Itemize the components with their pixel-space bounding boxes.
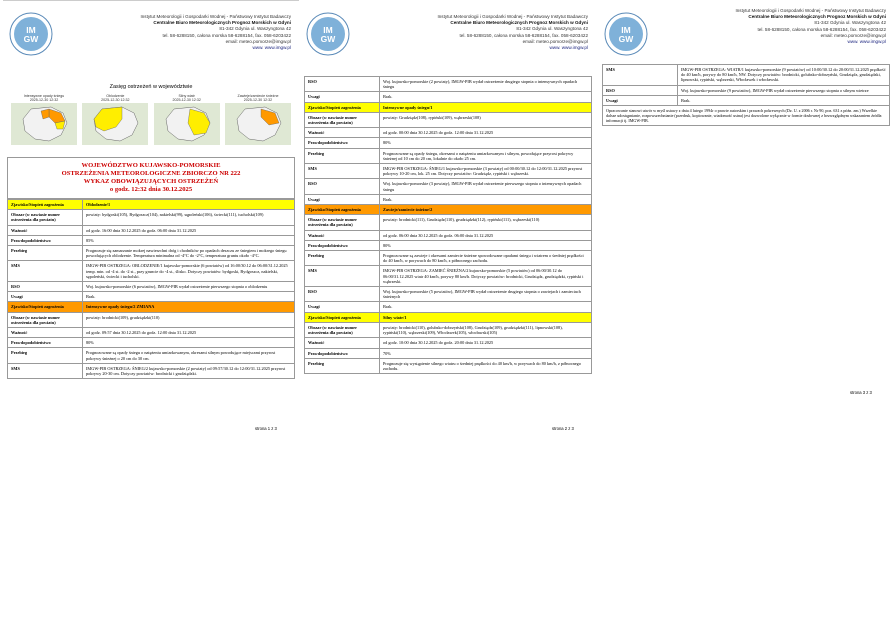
map-icing [82, 94, 148, 145]
imgw-logo-icon [9, 12, 53, 56]
area-row: Obszar (w nawiasie numer ostrzeżenia dla powiatu) powiaty: brodnicki(111), Grudziądz(110), grudziądzki(112), rypiński(111), wąbrzeski(110) [305, 215, 592, 230]
website-link[interactable]: www. www.imgw.pl [549, 45, 588, 51]
phones: tel. 58-6288150, całona morska 58-6288154, fax. 058-6203422 [162, 32, 291, 38]
header-text [140, 14, 291, 51]
map-date: 2025-12-30 12:32 [172, 98, 201, 103]
title-line: o godz. 12:32 dnia 30.12.2025 [109, 186, 193, 193]
rso-row: RSO Woj. kujawsko-pomorskie (5 powiatów), IMGW-PIB wydał ostrzeżenie drugiego stopnia o zawiejach i zamieciach śnieżnych [305, 287, 592, 302]
map-date: 2025-12-30 12:32 [101, 98, 130, 103]
rso-row: RSO Woj. kujawsko-pomorskie (3 powiaty), IMGW-PIB wydał ostrzeżenie pierwszego stopnia o intensywnych opadach śniegu [305, 179, 592, 194]
address: 81-342 Gdynia ul. Waszyngtona 42 [814, 20, 886, 26]
valid-row: Ważność od godz. 06:00 dnia 30.12.2025 do godz. 06:00 dnia 31.12.2025 [305, 230, 592, 240]
title-line: WYKAZ OBOWIĄZUJĄCYCH OSTRZEŻEŃ [83, 178, 219, 185]
page-2 [300, 4, 596, 431]
institute-name: Instytut Meteorologii i Gospodarki Wodnej - Państwowy Instytut Badawczy [437, 14, 588, 19]
website-link[interactable]: www. www.imgw.pl [252, 45, 291, 51]
map-snow [11, 94, 77, 145]
page-header [598, 4, 890, 60]
phones: tel. 58-6288150, całona morska 58-6288154, fax. 058-6203422 [459, 32, 588, 38]
phones: tel. 58-6288150, całona morska 58-6288154, fax. 058-6203422 [757, 26, 886, 32]
map-blizzard [225, 94, 291, 145]
valid-row: Ważność od godz. 09:57 dnia 30.12.2025 do godz. 12:00 dnia 31.12.2025 [8, 328, 295, 338]
email: email: meteo.pomorze@imgw.pl [522, 38, 588, 44]
map-label: Zawieje/zamiecie śnieżne [237, 94, 279, 98]
imgw-logo-icon [604, 12, 648, 56]
svg-text:IM: IM [26, 25, 36, 35]
maps-row [3, 94, 299, 145]
warnings-table [602, 64, 890, 126]
area-row: Obszar (w nawiasie numer ostrzeżenia dla powiatu) powiaty: brodnicki(109), grudziądzki(110) [8, 312, 295, 327]
event-row: Zjawisko/Stopień zagrożenia Intensywne opady śniegu/2 ZMIANA [8, 302, 295, 312]
website-link[interactable]: www. www.imgw.pl [847, 39, 886, 45]
institute-name: Instytut Meteorologii i Gospodarki Wodnej - Państwowy Instytut Badawczy [140, 14, 291, 19]
area-row: Obszar (w nawiasie numer ostrzeżenia dla powiatu) powiaty: Grudziądz(108), rypiński(109), wąbrzeski(108) [305, 112, 592, 127]
svg-text:GW: GW [618, 34, 634, 44]
notes-row: Uwagi Brak. [8, 292, 295, 302]
disclaimer: Opracowanie stanowi utwór w myśl ustawy z dnia 4 lutego 1994r o prawie autorskim i prawach pokrewnych (Dz. U. z 2006 r. Nr 90, poz. 631 z późn. zm.) Wszelkie dalsze udostępnianie, rozpowszechnianie (przedruk, kopiowanie, wiadomość ustna) jest dozwolone wyłącznie w formie dosłownej z bezwzględnym wskazaniem źródła informacji tj. IMGW-PIB. [603, 106, 890, 126]
area-row: Obszar (w nawiasie numer ostrzeżenia dla powiatu) powiaty: brodnicki(110), golubsko-dobrzyński(108), Grudziądz(109), grudziądzki(111), lipnowski(108), rypiński(110), wąbrzeski(109), Włocławek(105), włocławski(105) [305, 322, 592, 337]
page-header [300, 4, 596, 70]
map-date: 2025-12-30 12:32 [29, 98, 59, 103]
prob-row: Prawdopodobieństwo 70% [305, 348, 592, 358]
imgw-logo-icon [306, 12, 350, 56]
prob-row: Prawdopodobieństwo 85% [8, 235, 295, 245]
event-value: Silny wiatr/1 [380, 312, 592, 322]
event-row: Zjawisko/Stopień zagrożenia Intensywne opady śniegu/1 [305, 102, 592, 112]
svg-text:IM: IM [323, 25, 333, 35]
svg-text:IM: IM [621, 25, 631, 35]
disclaimer-row [603, 106, 890, 126]
map-wind [154, 94, 220, 145]
email: email: meteo.pomorze@imgw.pl [225, 38, 291, 44]
region-map-icon [11, 103, 77, 145]
course-row: Przebieg Prognozowane są zawieje i okresami zamiecie śnieżne spowodowane opadami śniegu i wiatrem o średniej prędkości do 40 km/h, w porywach do 80 km/h, z północnego zachodu. [305, 251, 592, 266]
event-value: Intensywne opady śniegu/1 [380, 102, 592, 112]
course-row: Przebieg Prognozowane są opady śniegu, okresami o natężeniu umiarkowanym i silnym, powodujące przyrost pokrywy śnieżnej od 10 cm do 20 cm, lokalnie do około 25 cm. [305, 148, 592, 163]
sms-row: SMS IMGW-PIB OSTRZEGA: ZAMIEĆ ŚNIEŻNA/2 kujawsko-pomorskie (5 powiatów) od 06:00/30.12 do 06:00/31.12.2025 wiatr 40 km/h, porywy 80 km/h. Dotyczy powiatów: brodnicki, Grudziądz, grudziądzki, rypiński i wąbrzeski. [305, 266, 592, 287]
course-row: Przebieg Prognozuje się wystąpienie silnego wiatru o średniej prędkości do 40 km/h, w porywach do 80 km/h, z północnego zachodu. [305, 358, 592, 373]
course-row: Przebieg Prognozuje się zamarzanie mokrej nawierzchni dróg i chodników po opadach deszczu ze śniegiem i mokrego śniegu powodujących oblodzenie. Temperatura minimalna od -4°C do -2°C, temperatura gruntu około -4°C. [8, 246, 295, 261]
address: 81-342 Gdynia ul. Waszyngtona 42 [219, 26, 291, 32]
valid-row: Ważność od godz. 16:00 dnia 30.12.2025 do godz. 06:00 dnia 31.12.2025 [8, 225, 295, 235]
event-row: Zjawisko/Stopień zagrożenia Silny wiatr/1 [305, 312, 592, 322]
prob-row: Prawdopodobieństwo 80% [305, 240, 592, 250]
notes-row: Uwagi Brak. [305, 302, 592, 312]
page-top-rule [3, 0, 299, 1]
address: 81-342 Gdynia ul. Waszyngtona 42 [516, 26, 588, 32]
page-number: strona 2 z 3 [552, 426, 574, 431]
page-number: strona 3 z 3 [850, 390, 872, 395]
center-name: Centralne Biuro Meteorologicznych Prognoz Morskich w Gdyni [153, 20, 291, 26]
page-number: strona 1 z 3 [255, 426, 277, 431]
map-label: Silny wiatr [178, 94, 195, 98]
sms-row: SMS IMGW-PIB OSTRZEGA: ŚNIEG/2 kujawsko-pomorskie (2 powiaty) od 09:57/30.12 do 12:00/31.12.2025 przyrost pokrywy 20-30 cm. Dotyczy powiatów: brodnicki i grudziądzki. [8, 363, 295, 378]
institute-name: Instytut Meteorologii i Gospodarki Wodnej - Państwowy Instytut Badawczy [735, 8, 886, 13]
region-map-icon [82, 103, 148, 145]
region-map-icon [225, 103, 291, 145]
warnings-table [7, 199, 295, 379]
valid-row: Ważność od godz. 00:00 dnia 30.12.2025 do godz. 12:00 dnia 31.12.2025 [305, 128, 592, 138]
notes-row: Uwagi Brak. [603, 95, 890, 105]
document-title [7, 157, 295, 199]
event-row: Zjawisko/Stopień zagrożenia Oblodzenie/1 [8, 200, 295, 210]
prob-row: Prawdopodobieństwo 80% [305, 138, 592, 148]
prob-row: Prawdopodobieństwo 80% [8, 338, 295, 348]
email: email: meteo.pomorze@imgw.pl [820, 32, 886, 38]
maps-title: Zasięg ostrzeżeń w województwie [109, 84, 193, 90]
center-name: Centralne Biuro Meteorologicznych Prognoz Morskich w Gdyni [748, 14, 886, 20]
valid-row: Ważność od godz. 10:00 dnia 30.12.2025 do godz. 20:00 dnia 31.12.2025 [305, 338, 592, 348]
svg-text:GW: GW [320, 34, 336, 44]
page-1 [3, 4, 299, 431]
region-map-icon [154, 103, 220, 145]
sms-row: SMS IMGW-PIB OSTRZEGA: WIATR/1 kujawsko-pomorskie (9 powiatów) od 10:00/30.12 do 20:00/31.12.2025 prędkość do 40 km/h, porywy do 80 km/h, NW. Dotyczy powiatów: brodnicki, golubsko-dobrzyński, Grudziądz, grudziądzki, lipnowski, rypiński, wąbrzeski, Włocławek i włocławski. [603, 65, 890, 86]
map-date: 2025-12-30 12:32 [243, 98, 273, 103]
notes-row: Uwagi Brak. [305, 92, 592, 102]
event-value: Zawieje/zamiecie śnieżne/2 [380, 205, 592, 215]
page-3 [598, 4, 890, 428]
sms-row: SMS IMGW-PIB OSTRZEGA: OBLODZENIE/1 kujawsko-pomorskie (6 powiatów) od 16:00/30.12 do 06:00/31.12.2025 temp. min. od -4 st. do -2 st., przy gruncie do -4 st., ślisko. Dotyczy powiatów: bydgoski, Bydgoszcz, nakielski, sępoleński, świecki i tucholski. [8, 261, 295, 282]
header-text [437, 14, 588, 51]
rso-row: RSO Woj. kujawsko-pomorskie (6 powiatów), IMGW-PIB wydał ostrzeżenie pierwszego stopnia o oblodzeniu [8, 282, 295, 292]
event-row: Zjawisko/Stopień zagrożenia Zawieje/zamiecie śnieżne/2 [305, 205, 592, 215]
title-line: OSTRZEŻENIA METEOROLOGICZNE ZBIORCZO NR 222 [61, 170, 241, 177]
page-header [3, 4, 299, 70]
rso-row: RSO Woj. kujawsko-pomorskie (2 powiaty), IMGW-PIB wydał ostrzeżenie drugiego stopnia o intensywnych opadach śniegu [305, 77, 592, 92]
map-label: Intensywne opady śniegu [23, 94, 65, 98]
event-value: Oblodzenie/1 [83, 200, 295, 210]
svg-text:GW: GW [23, 34, 39, 44]
event-value: Intensywne opady śniegu/2 ZMIANA [83, 302, 295, 312]
course-row: Przebieg Prognozowane są opady śniegu o natężeniu umiarkowanym, okresami silnym powodujące miejscami przyrost pokrywy śnieżnej o 20 cm do 30 cm. [8, 348, 295, 363]
area-row: Obszar (w nawiasie numer ostrzeżenia dla powiatu) powiaty: bydgoski(105), Bydgoszcz(104), nakielski(99), sępoleński(106), świecki(111), tucholski(109) [8, 210, 295, 225]
warnings-table [304, 76, 592, 374]
map-label: Oblodzenie [106, 94, 125, 98]
header-text [735, 8, 886, 45]
rso-row: RSO Woj. kujawsko-pomorskie (9 powiatów), IMGW-PIB wydał ostrzeżenie pierwszego stopnia o silnym wietrze [603, 85, 890, 95]
sms-row: SMS IMGW-PIB OSTRZEGA: ŚNIEG/1 kujawsko-pomorskie (3 powiaty) od 00:00/30.12 do 12:00/31.12.2025 przyrost pokrywy 10-20 cm, lok. 25 cm. Dotyczy powiatów: Grudziądz, rypiński i wąbrzeski. [305, 164, 592, 179]
title-line: WOJEWÓDZTWO KUJAWSKO-POMORSKIE [81, 162, 221, 169]
notes-row: Uwagi Brak. [305, 194, 592, 204]
center-name: Centralne Biuro Meteorologicznych Prognoz Morskich w Gdyni [450, 20, 588, 26]
